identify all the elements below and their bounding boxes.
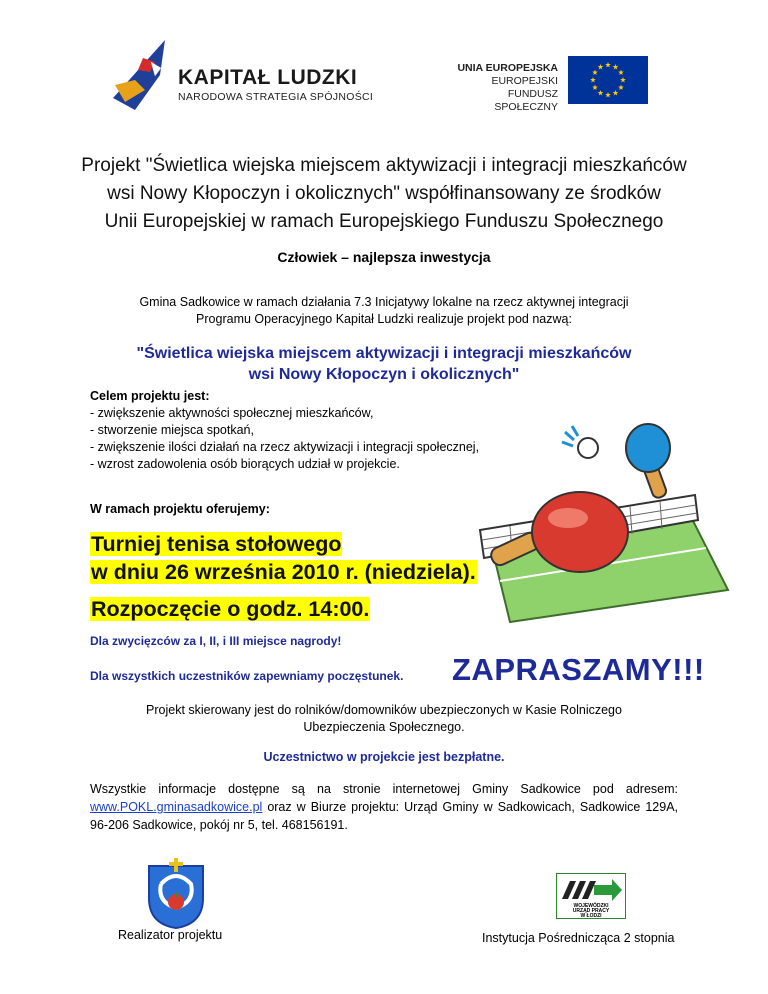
snack-text: Dla wszystkich uczestników zapewniamy poczęstunek. [90, 669, 404, 683]
kapital-ludzki-emblem-icon [105, 40, 180, 110]
start-time: Rozpoczęcie o godz. 14:00. [91, 597, 370, 621]
goal-item: - zwiększenie aktywności społecznej mieszkańców, [90, 406, 374, 420]
info-paragraph [90, 780, 678, 834]
intro-text [60, 294, 708, 328]
eu-label-line: EUROPEJSKI [491, 75, 558, 87]
institution-label: Instytucja Pośrednicząca 2 stopnia [482, 931, 675, 945]
goal-item: - stworzenie miejsca spotkań, [90, 423, 254, 437]
ping-pong-illustration-icon [470, 400, 730, 625]
tournament-date: w dniu 26 września 2010 r. (niedziela). [91, 560, 476, 584]
page-heading [40, 152, 728, 236]
offer-title: W ramach projektu oferujemy: [90, 502, 270, 516]
eu-label [448, 62, 558, 114]
realizer-label: Realizator projektu [118, 928, 223, 942]
wup-line: W ŁODZI [580, 913, 602, 919]
wup-line: WOJEWÓDZKI [573, 903, 609, 909]
invite-text: ZAPRASZAMY!!! [452, 652, 705, 687]
motto: Człowiek – najlepsza inwestycja [277, 249, 491, 265]
intro-line: Gmina Sadkowice w ramach działania 7.3 Inicjatywy lokalne na rzecz aktywnej integracji [139, 295, 629, 309]
intro-line: Programu Operacyjnego Kapitał Ludzki realizuje projekt pod nazwą: [196, 312, 572, 326]
wup-logo-icon [556, 873, 626, 919]
info-text: oraz w Biurze projektu: Urząd Gminy w Sadkowicach, Sadkowice 129A, 96-206 Sadkowice, pokój nr 5, tel. 468156191. [90, 800, 678, 832]
gmina-crest-icon [145, 858, 207, 930]
free-participation: Uczestnictwo w projekcie jest bezpłatne. [263, 750, 505, 764]
info-text: Wszystkie informacje dostępne są na stronie internetowej Gminy Sadkowice pod adresem: [90, 782, 678, 796]
heading-line: Projekt "Świetlica wiejska miejscem aktywizacji i integracji mieszkańców [81, 155, 687, 176]
project-name-line: wsi Nowy Kłopoczyn i okolicznych" [248, 366, 520, 383]
target-line: Projekt skierowany jest do rolników/domowników ubezpieczonych w Kasie Rolniczego [146, 703, 622, 717]
project-name-line: "Świetlica wiejska miejscem aktywizacji i integracji mieszkańców [136, 345, 632, 362]
heading-line: Unii Europejskiej w ramach Europejskiego Funduszu Społecznego [104, 211, 664, 232]
eu-label-line: FUNDUSZ SPOŁECZNY [494, 88, 558, 113]
wup-lodz-logo [556, 873, 626, 919]
project-name [60, 343, 708, 385]
eu-flag-icon [568, 56, 648, 104]
prizes-text: Dla zwycięzców za I, II, i III miejsce nagrody! [90, 634, 342, 648]
target-line: Ubezpieczenia Społecznego. [303, 720, 465, 734]
target-audience [80, 702, 688, 736]
wup-line: URZĄD PRACY [572, 908, 610, 914]
heading-line: wsi Nowy Kłopoczyn i okolicznych" współfinansowany ze środków [107, 183, 661, 204]
kapital-ludzki-title: KAPITAŁ LUDZKI [178, 66, 358, 89]
tournament-title: Turniej tenisa stołowego [91, 532, 342, 556]
goal-item: - wzrost zadowolenia osób biorących udział w projekcie. [90, 457, 400, 471]
website-link[interactable]: www.POKL.gminasadkowice.pl [90, 800, 263, 814]
goals-title: Celem projektu jest: [90, 389, 210, 403]
kapital-ludzki-subtitle: NARODOWA STRATEGIA SPÓJNOŚCI [178, 91, 374, 103]
eu-label-line: UNIA EUROPEJSKA [457, 62, 558, 74]
goal-item: - zwiększenie ilości działań na rzecz aktywizacji i integracji społecznej, [90, 440, 480, 454]
